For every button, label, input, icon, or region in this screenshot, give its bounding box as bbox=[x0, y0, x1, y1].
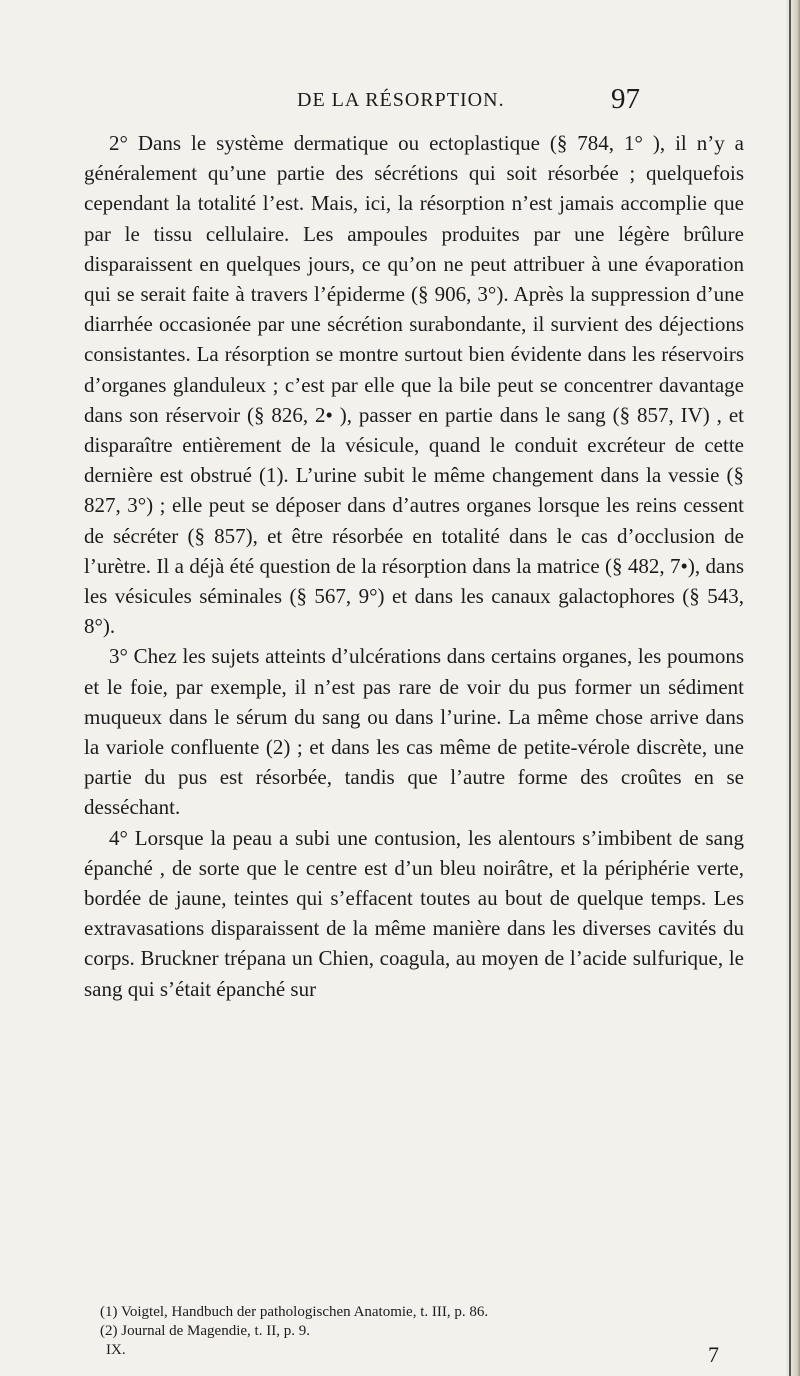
footnote-1: (1) Voigtel, Handbuch der pathologischen Anatomie, t. III, p. 86. bbox=[100, 1304, 489, 1320]
paragraph-section-3: 3° Chez les sujets atteints d’ulcérations dans certains organes, les poumons et le foie, par exemple, il n’est pas rare de voir du pus former un sédiment muqueux dans le sérum du sang ou dans l’urine. La même chose arrive dans la variole confluente (2) ; et dans les cas même de petite-vérole discrète, une partie du pus est résorbée, tandis que l’autre forme des croûtes en se desséchant. bbox=[84, 644, 744, 820]
running-title: DE LA RÉSORPTION. bbox=[297, 89, 505, 111]
footnotes bbox=[84, 1303, 744, 1341]
signature-mark: IX. bbox=[106, 1342, 126, 1358]
gathering-number: 7 bbox=[708, 1342, 719, 1367]
paragraph-section-2: 2° Dans le système dermatique ou ectoplastique (§ 784, 1° ), il n’y a généralement qu’une partie des sécrétions qui soit résorbée ; quelquefois cependant la totalité l’est. Mais, ici, la résorption n’est jamais accomplie que par le tissu cellulaire. Les ampoules produites par une légère brûlure disparaissent en quelques jours, ce qu’on ne peut attribuer à une évaporation qui se serait faite à travers l’épiderme (§ 906, 3°). Après la suppression d’une diarrhée occasionée par une sécrétion surabondante, il survient des déjections consistantes. La résorption se montre surtout bien évidente dans les réservoirs d’organes glanduleux ; c’est par elle que la bile peut se concentrer davantage dans son réservoir (§ 826, 2• ), passer en partie dans le sang (§ 857, IV) , et disparaître entièrement de la vésicule, quand le conduit excréteur de cette dernière est obstrué (1). L’urine subit le même changement dans la vessie (§ 827, 3°) ; elle peut se déposer dans d’autres organes lorsque les reins cessent de sécréter (§ 857), et être résorbée en totalité dans le cas d’occlusion de l’urètre. Il a déjà été question de la résorption dans la matrice (§ 482, 7•), dans les vésicules séminales (§ 567, 9°) et dans les canaux galactophores (§ 543, 8°). bbox=[84, 131, 744, 639]
body-text bbox=[84, 128, 744, 1004]
page-footer bbox=[84, 1342, 744, 1368]
paragraph-section-4: 4° Lorsque la peau a subi une contusion, les alentours s’imbibent de sang épanché , de sorte que le centre est d’un bleu noirâtre, et la périphérie verte, bordée de jaune, teintes qui s’effacent toutes au bout de quelque temps. Les extravasations disparaissent de la même manière dans les diverses cavités du corps. Bruckner trépana un Chien, coagula, au moyen de l’acide sulfurique, le sang qui s’était épanché sur bbox=[84, 825, 744, 1001]
running-head bbox=[0, 83, 800, 123]
footnote-2: (2) Journal de Magendie, t. II, p. 9. bbox=[100, 1323, 310, 1339]
binding-edge-line bbox=[789, 0, 791, 1376]
page-number: 97 bbox=[611, 83, 640, 115]
